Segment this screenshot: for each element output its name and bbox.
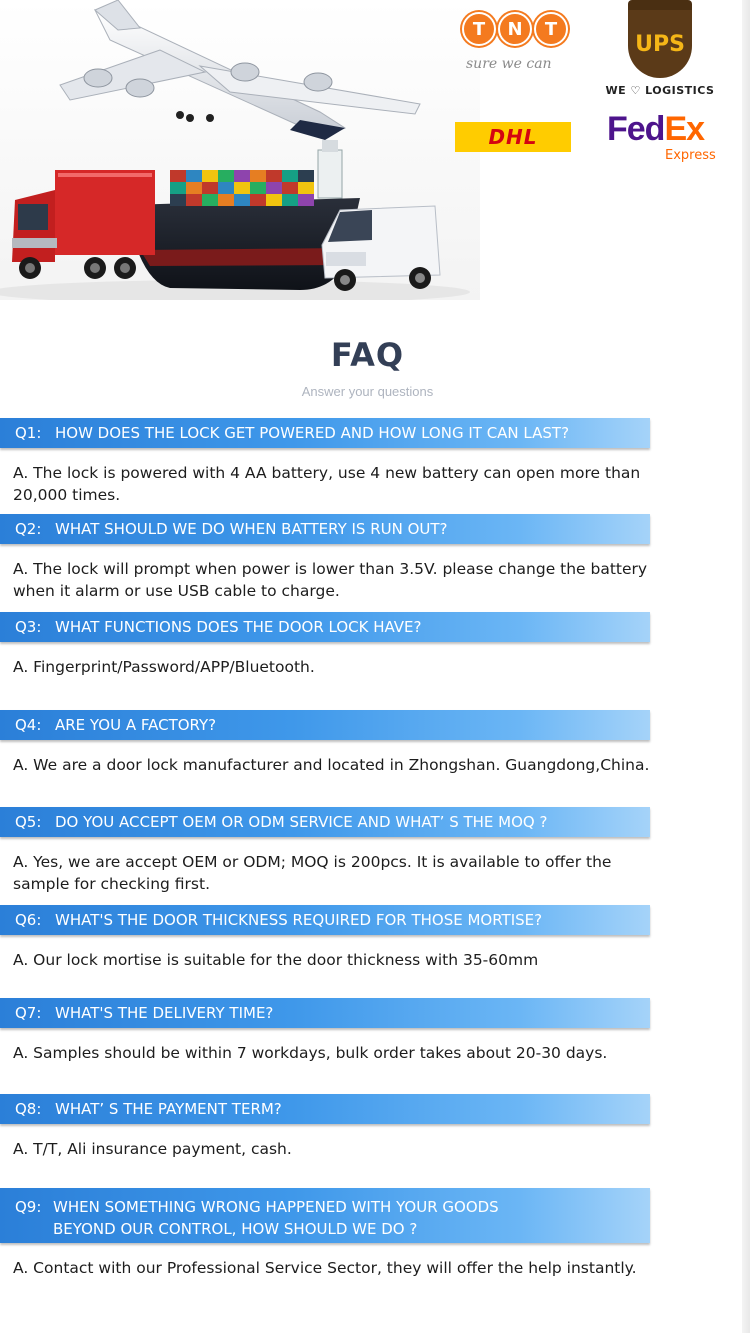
answer-text: A. Yes, we are accept OEM or ODM; MOQ is 200pcs. It is available to offer the sample for checking first. bbox=[13, 853, 612, 893]
question-text: ARE YOU A FACTORY? bbox=[55, 716, 217, 734]
tnt-letter: T bbox=[462, 12, 496, 46]
fedex-logo bbox=[607, 112, 727, 172]
answer-text: A. T/T, Ali insurance payment, cash. bbox=[13, 1140, 292, 1158]
question-number: Q8: bbox=[15, 1100, 42, 1118]
faq-item bbox=[0, 1094, 740, 1160]
question-number: Q6: bbox=[15, 911, 42, 929]
question-text: DO YOU ACCEPT OEM OR ODM SERVICE AND WHAT’ S THE MOQ ? bbox=[55, 813, 548, 831]
answer-text: A. Contact with our Professional Service Sector, they will offer the help instantly. bbox=[13, 1259, 637, 1277]
dhl-logo: DHL bbox=[455, 122, 571, 152]
answer-text: A. We are a door lock manufacturer and located in Zhongshan. Guangdong,China. bbox=[13, 756, 650, 774]
faq-item bbox=[0, 612, 740, 678]
page-subtitle: Answer your questions bbox=[301, 384, 434, 399]
question-number: Q3: bbox=[15, 618, 42, 636]
faq-item bbox=[0, 1188, 740, 1279]
question-text: HOW DOES THE LOCK GET POWERED AND HOW LONG IT CAN LAST? bbox=[55, 424, 570, 442]
fedex-fed: Fed bbox=[607, 110, 665, 148]
question-number: Q7: bbox=[15, 1004, 42, 1022]
question-text: WHAT FUNCTIONS DOES THE DOOR LOCK HAVE? bbox=[55, 618, 422, 636]
question-text: WHAT'S THE DELIVERY TIME? bbox=[55, 1004, 274, 1022]
tnt-letter: T bbox=[534, 12, 568, 46]
question-number: Q5: bbox=[15, 813, 42, 831]
question-bar bbox=[0, 905, 650, 935]
fedex-ex: Ex bbox=[664, 110, 705, 148]
answer-text: A. The lock will prompt when power is lower than 3.5V. please change the battery when it alarm or use USB cable to charge. bbox=[13, 560, 648, 600]
faq-item bbox=[0, 710, 740, 776]
tnt-letter: N bbox=[498, 12, 532, 46]
question-text: WHAT SHOULD WE DO WHEN BATTERY IS RUN OUT? bbox=[55, 520, 448, 538]
fedex-tagline: Express bbox=[665, 148, 716, 163]
answer-text: A. Samples should be within 7 workdays, bulk order takes about 20-30 days. bbox=[13, 1044, 608, 1062]
shipping-banner bbox=[0, 0, 750, 305]
courier-logos bbox=[440, 0, 740, 200]
question-bar bbox=[0, 1188, 650, 1243]
answer-text: A. The lock is powered with 4 AA battery, use 4 new battery can open more than 20,000 times. bbox=[13, 464, 641, 504]
question-number: Q1: bbox=[15, 424, 42, 442]
faq-item bbox=[0, 418, 740, 506]
page-title: FAQ bbox=[330, 336, 405, 374]
question-bar bbox=[0, 1094, 650, 1124]
question-bar bbox=[0, 710, 650, 740]
question-bar bbox=[0, 998, 650, 1028]
tnt-logo bbox=[462, 12, 572, 82]
question-bar bbox=[0, 612, 650, 642]
ups-logo bbox=[605, 0, 715, 96]
faq-header bbox=[0, 336, 735, 399]
faq-item bbox=[0, 514, 740, 602]
question-text: WHEN SOMETHING WRONG HAPPENED WITH YOUR GOODS BEYOND OUR CONTROL, HOW SHOULD WE DO ? bbox=[53, 1198, 499, 1238]
question-number: Q9: bbox=[15, 1198, 42, 1216]
answer-text: A. Our lock mortise is suitable for the door thickness with 35-60mm bbox=[13, 951, 539, 969]
question-number: Q2: bbox=[15, 520, 42, 538]
answer-text: A. Fingerprint/Password/APP/Bluetooth. bbox=[13, 658, 315, 676]
faq-item bbox=[0, 998, 740, 1064]
question-text: WHAT'S THE DOOR THICKNESS REQUIRED FOR THOSE MORTISE? bbox=[55, 911, 543, 929]
ups-shield-icon: UPS bbox=[628, 0, 692, 78]
faq-item bbox=[0, 807, 740, 895]
question-bar bbox=[0, 418, 650, 448]
question-text: WHAT’ S THE PAYMENT TERM? bbox=[55, 1100, 282, 1118]
logistics-illustration bbox=[0, 0, 480, 300]
faq-item bbox=[0, 905, 740, 971]
question-number: Q4: bbox=[15, 716, 42, 734]
question-bar bbox=[0, 514, 650, 544]
question-bar bbox=[0, 807, 650, 837]
ups-tagline: WE ♡ LOGISTICS bbox=[605, 84, 715, 97]
tnt-tagline: sure we can bbox=[466, 56, 552, 72]
